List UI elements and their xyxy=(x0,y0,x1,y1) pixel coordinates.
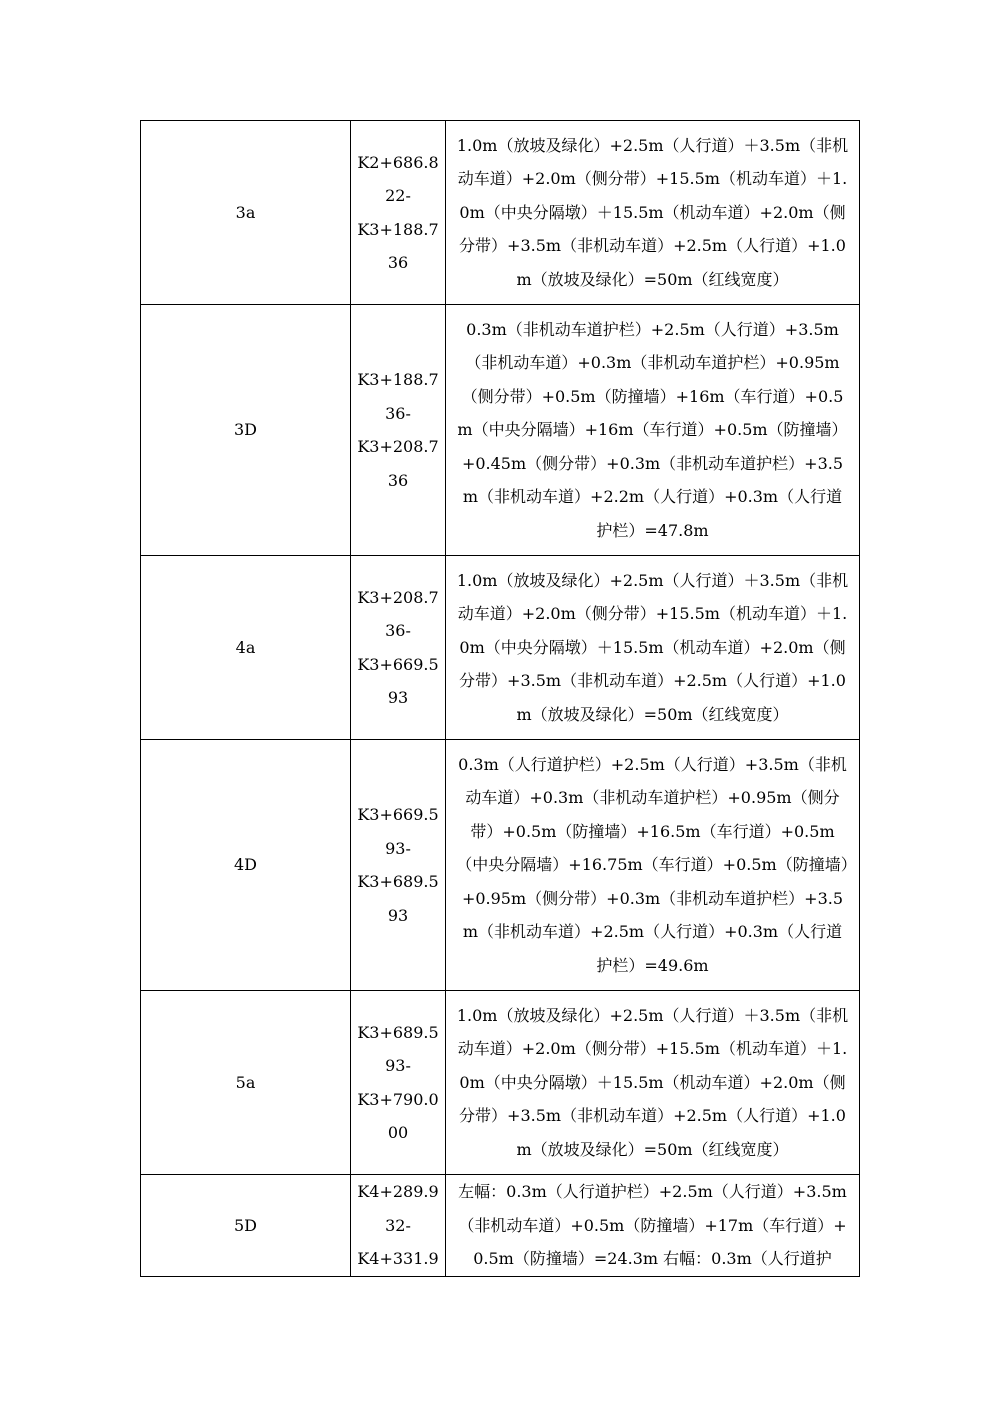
stake-range: K4+289.9 32- K4+331.9 xyxy=(357,1182,439,1268)
table-row xyxy=(141,121,860,305)
stake-cell xyxy=(351,1175,446,1277)
description-cell xyxy=(446,740,860,991)
segment-label: 5D xyxy=(233,1215,257,1235)
segment-cell xyxy=(141,121,351,305)
cross-section-table xyxy=(140,120,860,1277)
table-row xyxy=(141,556,860,740)
description-cell xyxy=(446,121,860,305)
stake-cell xyxy=(351,991,446,1175)
section-composition: 0.3m（人行道护栏）+2.5m（人行道）+3.5m（非机动车道）+0.3m（非机动车道护栏）+0.95m（侧分带）+0.5m（防撞墙）+16.5m（车行道）+0.5m（中央分隔墙）+16.75m（车行道）+0.5m（防撞墙）+0.95m（侧分带）+0.3m（非机动车道护栏）+3.5m（非机动车道）+2.5m（人行道）+0.3m（人行道护栏）=49.6m xyxy=(456,754,849,975)
stake-range: K3+669.5 93- K3+689.5 93 xyxy=(357,805,439,925)
table-row xyxy=(141,991,860,1175)
table-row xyxy=(141,740,860,991)
section-composition: 1.0m（放坡及绿化）+2.5m（人行道）＋3.5m（非机动车道）+2.0m（侧分带）+15.5m（机动车道）＋1.0m（中央分隔墩）＋15.5m（机动车道）+2.0m（侧分带）+3.5m（非机动车道）+2.5m（人行道）+1.0m（放坡及绿化）=50m（红线宽度） xyxy=(456,135,849,289)
segment-label: 4D xyxy=(233,855,257,875)
description-cell xyxy=(446,991,860,1175)
segment-cell xyxy=(141,991,351,1175)
stake-cell xyxy=(351,740,446,991)
stake-range: K3+208.7 36- K3+669.5 93 xyxy=(357,587,439,707)
stake-range: K3+689.5 93- K3+790.0 00 xyxy=(357,1022,439,1142)
description-cell xyxy=(446,1175,860,1277)
segment-cell xyxy=(141,740,351,991)
stake-cell xyxy=(351,556,446,740)
section-composition: 左幅：0.3m（人行道护栏）+2.5m（人行道）+3.5m（非机动车道）+0.5m（防撞墙）+17m（车行道）+0.5m（防撞墙）=24.3m 右幅：0.3m（人行道护 xyxy=(458,1182,847,1268)
description-cell xyxy=(446,556,860,740)
stake-range: K2+686.8 22- K3+188.7 36 xyxy=(357,152,439,272)
section-composition: 0.3m（非机动车道护栏）+2.5m（人行道）+3.5m（非机动车道）+0.3m（非机动车道护栏）+0.95m（侧分带）+0.5m（防撞墙）+16m（车行道）+0.5m（中央分隔墙）+16m（车行道）+0.5m（防撞墙）+0.45m（侧分带）+0.3m（非机动车道护栏）+3.5m（非机动车道）+2.2m（人行道）+0.3m（人行道护栏）=47.8m xyxy=(457,319,848,540)
section-composition: 1.0m（放坡及绿化）+2.5m（人行道）＋3.5m（非机动车道）+2.0m（侧分带）+15.5m（机动车道）＋1.0m（中央分隔墩）＋15.5m（机动车道）+2.0m（侧分带）+3.5m（非机动车道）+2.5m（人行道）+1.0m（放坡及绿化）=50m（红线宽度） xyxy=(456,1005,849,1159)
section-composition: 1.0m（放坡及绿化）+2.5m（人行道）＋3.5m（非机动车道）+2.0m（侧分带）+15.5m（机动车道）＋1.0m（中央分隔墩）＋15.5m（机动车道）+2.0m（侧分带）+3.5m（非机动车道）+2.5m（人行道）+1.0m（放坡及绿化）=50m（红线宽度） xyxy=(456,570,849,724)
table-row xyxy=(141,1175,860,1277)
description-cell xyxy=(446,305,860,556)
segment-label: 3D xyxy=(233,420,257,440)
stake-cell xyxy=(351,121,446,305)
segment-label: 4a xyxy=(235,637,256,657)
stake-range: K3+188.7 36- K3+208.7 36 xyxy=(357,370,439,490)
segment-cell xyxy=(141,556,351,740)
segment-cell xyxy=(141,1175,351,1277)
segment-label: 5a xyxy=(235,1072,256,1092)
table-row xyxy=(141,305,860,556)
segment-label: 3a xyxy=(235,202,256,222)
segment-cell xyxy=(141,305,351,556)
stake-cell xyxy=(351,305,446,556)
